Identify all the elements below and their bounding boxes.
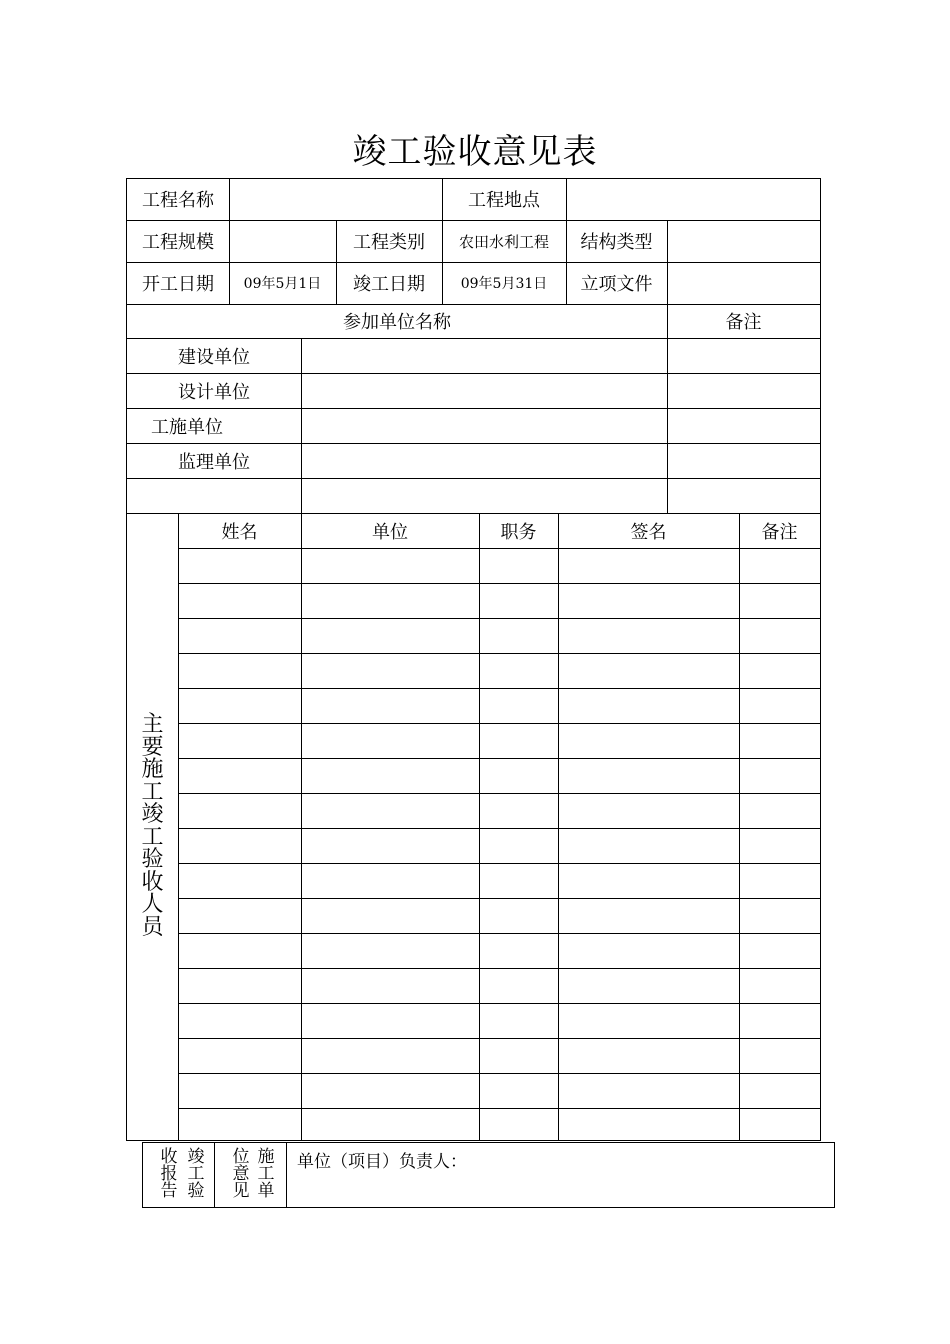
signoff-char: 工 (187, 1164, 205, 1184)
project-location-value[interactable] (566, 178, 820, 220)
signoff-col-3 (230, 1149, 252, 1200)
signature-cell[interactable] (559, 829, 739, 863)
unit-row-label: 工施单位 (151, 416, 223, 438)
position-cell[interactable] (480, 829, 558, 863)
position-cell[interactable] (480, 654, 558, 688)
project-name-value[interactable] (229, 178, 442, 220)
signoff-char: 竣 (187, 1147, 205, 1167)
signature-cell[interactable] (559, 1074, 739, 1108)
signature-cell[interactable] (559, 1039, 739, 1073)
position-cell[interactable] (480, 934, 558, 968)
unit-cell[interactable] (302, 899, 479, 933)
grid-line (286, 1142, 287, 1208)
project-type-label: 工程类别 (353, 232, 425, 253)
signature-cell[interactable] (559, 934, 739, 968)
side-label-char: 施 (141, 757, 164, 782)
signoff-char: 意 (232, 1164, 250, 1184)
remark-cell[interactable] (740, 969, 820, 1003)
remark-cell[interactable] (740, 934, 820, 968)
position-cell[interactable] (480, 969, 558, 1003)
project-type-value[interactable]: 农田水利工程 (458, 232, 549, 251)
signoff-char: 验 (187, 1181, 205, 1201)
signature-cell[interactable] (559, 689, 739, 723)
col-header-name: 姓名 (221, 521, 258, 543)
signature-cell[interactable] (559, 1109, 739, 1143)
signature-cell[interactable] (559, 584, 739, 618)
unit-cell[interactable] (302, 864, 479, 898)
name-cell[interactable] (179, 899, 301, 933)
approval-doc-label: 立项文件 (580, 274, 653, 295)
unit-cell[interactable] (302, 1074, 479, 1108)
unit-row-label: 设计单位 (178, 381, 250, 403)
structure-type-label: 结构类型 (580, 232, 653, 253)
side-label-char: 主 (141, 712, 164, 737)
position-cell[interactable] (480, 864, 558, 898)
signature-cell[interactable] (559, 969, 739, 1003)
remark-cell[interactable] (740, 689, 820, 723)
completion-date-value[interactable]: 09年5月31日 (460, 276, 548, 292)
signature-cell[interactable] (559, 794, 739, 828)
grid-line (834, 1142, 835, 1208)
start-date-label: 开工日期 (142, 274, 214, 295)
position-cell[interactable] (480, 1109, 558, 1143)
signoff-char: 位 (232, 1147, 250, 1167)
remark-cell[interactable] (740, 1039, 820, 1073)
signature-cell[interactable] (559, 619, 739, 653)
name-cell[interactable] (179, 549, 301, 583)
unit-cell[interactable] (302, 724, 479, 758)
position-cell[interactable] (480, 1039, 558, 1073)
structure-type-value[interactable] (667, 220, 820, 262)
grid-line (301, 338, 302, 514)
signoff-col-1 (158, 1149, 180, 1200)
signoff-char: 单 (257, 1181, 275, 1201)
page-title: 竣工验收意见表 (352, 132, 598, 172)
unit-cell[interactable] (302, 1004, 479, 1038)
position-cell[interactable] (480, 794, 558, 828)
grid-line (820, 178, 821, 1141)
project-scale-label: 工程规模 (142, 232, 214, 253)
signature-cell[interactable] (559, 724, 739, 758)
position-cell[interactable] (480, 1074, 558, 1108)
name-cell[interactable] (179, 829, 301, 863)
name-cell[interactable] (179, 934, 301, 968)
project-scale-value[interactable] (229, 220, 336, 262)
approval-doc-value[interactable] (667, 262, 820, 304)
unit-cell[interactable] (302, 619, 479, 653)
personnel-side-label (127, 714, 178, 939)
position-cell[interactable] (480, 549, 558, 583)
signature-cell[interactable] (559, 1004, 739, 1038)
side-label-char: 要 (141, 734, 164, 760)
name-cell[interactable] (179, 969, 301, 1003)
col-header-position: 职务 (500, 521, 537, 543)
position-cell[interactable] (480, 1004, 558, 1038)
side-label-char: 人 (141, 892, 164, 917)
signoff-char: 见 (232, 1181, 250, 1201)
signature-cell[interactable] (559, 654, 739, 688)
side-label-char: 验 (141, 847, 164, 872)
units-header-remark: 备注 (725, 312, 762, 333)
unit-cell[interactable] (302, 829, 479, 863)
remark-cell[interactable] (740, 899, 820, 933)
position-cell[interactable] (480, 724, 558, 758)
unit-cell[interactable] (302, 654, 479, 688)
signoff-col-4 (255, 1149, 277, 1200)
signoff-char: 告 (160, 1181, 178, 1201)
unit-cell[interactable] (302, 584, 479, 618)
start-date-value[interactable]: 09年5月1日 (243, 276, 322, 292)
unit-cell[interactable] (302, 934, 479, 968)
signature-cell[interactable] (559, 759, 739, 793)
signature-cell[interactable] (559, 899, 739, 933)
signoff-char: 施 (257, 1147, 275, 1167)
remark-cell[interactable] (740, 1004, 820, 1038)
remark-cell[interactable] (740, 619, 820, 653)
remark-cell[interactable] (740, 549, 820, 583)
grid-line (142, 1142, 143, 1208)
name-cell[interactable] (179, 584, 301, 618)
side-label-char: 工 (141, 779, 164, 805)
remark-cell[interactable] (740, 829, 820, 863)
project-name-label: 工程名称 (142, 190, 214, 211)
side-label-char: 工 (141, 824, 164, 850)
name-cell[interactable] (179, 724, 301, 758)
unit-cell[interactable] (302, 689, 479, 723)
position-cell[interactable] (480, 689, 558, 723)
name-cell[interactable] (179, 1074, 301, 1108)
name-cell[interactable] (179, 1039, 301, 1073)
remark-cell[interactable] (740, 794, 820, 828)
name-cell[interactable] (179, 1109, 301, 1143)
side-label-char: 收 (141, 869, 164, 895)
remark-cell[interactable] (740, 1074, 820, 1108)
position-cell[interactable] (480, 584, 558, 618)
units-header-name: 参加单位名称 (343, 312, 451, 333)
signoff-char: 工 (257, 1164, 275, 1184)
remark-cell[interactable] (740, 654, 820, 688)
unit-cell[interactable] (302, 794, 479, 828)
grid-line (214, 1142, 215, 1208)
name-cell[interactable] (179, 1004, 301, 1038)
signoff-char: 报 (160, 1164, 178, 1184)
signature-cell[interactable] (559, 864, 739, 898)
side-label-char: 竣 (141, 802, 164, 827)
remark-cell[interactable] (740, 864, 820, 898)
name-cell[interactable] (179, 654, 301, 688)
name-cell[interactable] (179, 864, 301, 898)
signoff-char: 收 (160, 1147, 178, 1167)
unit-row-label: 监理单位 (178, 451, 250, 473)
remark-cell[interactable] (740, 584, 820, 618)
col-header-remark: 备注 (761, 521, 798, 543)
name-cell[interactable] (179, 759, 301, 793)
signoff-col-2 (185, 1149, 207, 1200)
position-cell[interactable] (480, 619, 558, 653)
position-cell[interactable] (480, 759, 558, 793)
responsible-person-label: 单位（项目）负责人： (297, 1152, 467, 1172)
unit-cell[interactable] (302, 549, 479, 583)
remark-cell[interactable] (740, 1109, 820, 1143)
unit-cell[interactable] (302, 1109, 479, 1143)
remark-cell[interactable] (740, 759, 820, 793)
completion-date-label: 竣工日期 (353, 274, 425, 295)
unit-cell[interactable] (302, 1039, 479, 1073)
signature-cell[interactable] (559, 549, 739, 583)
project-location-label: 工程地点 (468, 190, 540, 211)
name-cell[interactable] (179, 619, 301, 653)
side-label-char: 员 (141, 914, 164, 940)
unit-cell[interactable] (302, 759, 479, 793)
name-cell[interactable] (179, 794, 301, 828)
position-cell[interactable] (480, 899, 558, 933)
responsible-person-field[interactable] (470, 1144, 830, 1206)
col-header-signature: 签名 (630, 521, 667, 543)
name-cell[interactable] (179, 689, 301, 723)
unit-row-label (127, 478, 301, 513)
col-header-unit: 单位 (372, 521, 408, 543)
unit-cell[interactable] (302, 969, 479, 1003)
remark-cell[interactable] (740, 724, 820, 758)
unit-row-label: 建设单位 (178, 346, 250, 368)
grid-line (142, 1207, 835, 1208)
